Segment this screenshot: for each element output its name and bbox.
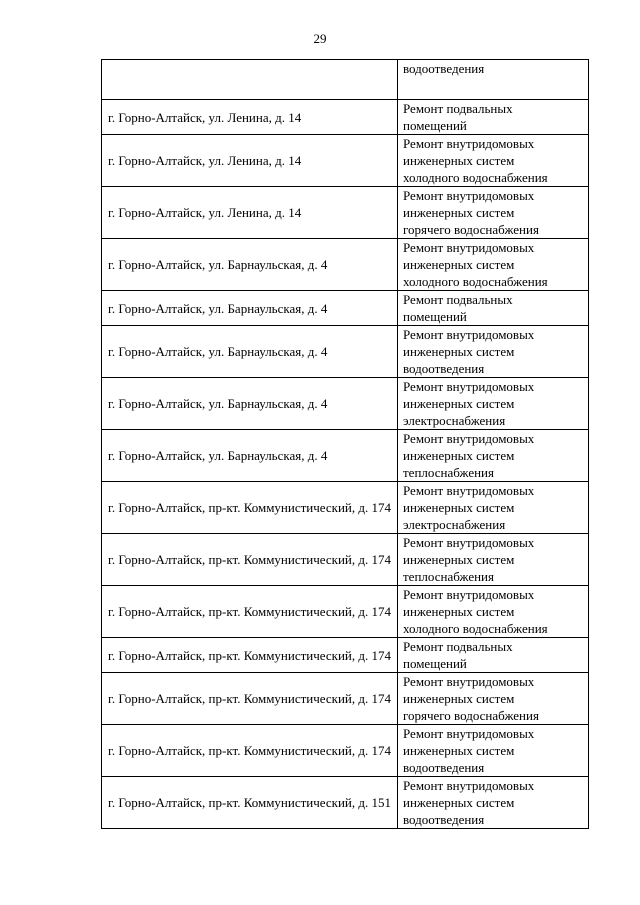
work-type-cell	[398, 378, 589, 430]
work-type-line: помещений	[403, 656, 467, 671]
work-type-line: Ремонт внутридомовых	[403, 431, 535, 446]
work-type-line: инженерных систем	[403, 396, 515, 411]
work-type-line: Ремонт подвальных	[403, 639, 513, 654]
table-row	[102, 239, 589, 291]
work-type-line: холодного водоснабжения	[403, 170, 548, 185]
address-cell: г. Горно-Алтайск, пр-кт. Коммунистический, д. 174	[102, 725, 398, 777]
address-cell: г. Горно-Алтайск, ул. Барнаульская, д. 4	[102, 239, 398, 291]
table-row	[102, 187, 589, 239]
work-type-cell	[398, 291, 589, 326]
work-type-line: Ремонт внутридомовых	[403, 136, 535, 151]
address-cell: г. Горно-Алтайск, пр-кт. Коммунистический, д. 174	[102, 482, 398, 534]
work-type-line: Ремонт внутридомовых	[403, 379, 535, 394]
work-type-line: инженерных систем	[403, 344, 515, 359]
work-type-line: инженерных систем	[403, 153, 515, 168]
work-type-cell	[398, 482, 589, 534]
works-table	[101, 59, 589, 829]
work-type-line: горячего водоснабжения	[403, 222, 539, 237]
work-type-line: холодного водоснабжения	[403, 621, 548, 636]
address-cell: г. Горно-Алтайск, ул. Барнаульская, д. 4	[102, 326, 398, 378]
work-type-cell	[398, 638, 589, 673]
work-type-line: помещений	[403, 309, 467, 324]
work-type-line: инженерных систем	[403, 743, 515, 758]
work-type-line: водоотведения	[403, 812, 485, 827]
work-type-cell	[398, 777, 589, 829]
work-type-cell	[398, 725, 589, 777]
address-cell: г. Горно-Алтайск, пр-кт. Коммунистический, д. 174	[102, 534, 398, 586]
work-type-cell	[398, 187, 589, 239]
address-cell: г. Горно-Алтайск, ул. Барнаульская, д. 4	[102, 430, 398, 482]
address-cell: г. Горно-Алтайск, пр-кт. Коммунистический, д. 151	[102, 777, 398, 829]
address-cell: г. Горно-Алтайск, ул. Ленина, д. 14	[102, 187, 398, 239]
work-type-cell	[398, 430, 589, 482]
table-row	[102, 135, 589, 187]
work-type-line: горячего водоснабжения	[403, 708, 539, 723]
table-row	[102, 673, 589, 725]
work-type-line: теплоснабжения	[403, 569, 494, 584]
table-row	[102, 326, 589, 378]
page-number: 29	[313, 31, 327, 46]
work-type-line: Ремонт внутридомовых	[403, 535, 535, 550]
work-type-line: Ремонт внутридомовых	[403, 778, 535, 793]
work-type-cell	[398, 534, 589, 586]
work-type-line: электроснабжения	[403, 413, 506, 428]
address-cell: г. Горно-Алтайск, ул. Ленина, д. 14	[102, 135, 398, 187]
address-cell: г. Горно-Алтайск, ул. Барнаульская, д. 4	[102, 378, 398, 430]
work-type-cell	[398, 239, 589, 291]
table-row	[102, 725, 589, 777]
work-type-cell	[398, 326, 589, 378]
table-row	[102, 430, 589, 482]
table-row	[102, 638, 589, 673]
address-cell: г. Горно-Алтайск, ул. Ленина, д. 14	[102, 100, 398, 135]
work-type-line: Ремонт внутридомовых	[403, 327, 535, 342]
work-type-line: помещений	[403, 118, 467, 133]
work-type-line: Ремонт внутридомовых	[403, 674, 535, 689]
table-row	[102, 586, 589, 638]
work-type-cell	[398, 60, 589, 100]
work-type-line: водоотведения	[403, 61, 485, 76]
work-type-cell	[398, 100, 589, 135]
work-type-line: Ремонт подвальных	[403, 101, 513, 116]
work-type-line: Ремонт внутридомовых	[403, 240, 535, 255]
work-type-line: инженерных систем	[403, 691, 515, 706]
table-row	[102, 60, 589, 100]
work-type-line: Ремонт внутридомовых	[403, 483, 535, 498]
table-row	[102, 777, 589, 829]
table-row	[102, 291, 589, 326]
work-type-line: инженерных систем	[403, 448, 515, 463]
work-type-line: Ремонт подвальных	[403, 292, 513, 307]
address-cell: г. Горно-Алтайск, пр-кт. Коммунистический, д. 174	[102, 673, 398, 725]
work-type-line: Ремонт внутридомовых	[403, 587, 535, 602]
address-cell: г. Горно-Алтайск, пр-кт. Коммунистический, д. 174	[102, 638, 398, 673]
address-cell: г. Горно-Алтайск, пр-кт. Коммунистический, д. 174	[102, 586, 398, 638]
work-type-line: теплоснабжения	[403, 465, 494, 480]
work-type-cell	[398, 673, 589, 725]
work-type-line: холодного водоснабжения	[403, 274, 548, 289]
work-type-line: инженерных систем	[403, 500, 515, 515]
work-type-line: электроснабжения	[403, 517, 506, 532]
work-type-line: инженерных систем	[403, 205, 515, 220]
table-row	[102, 100, 589, 135]
address-cell: г. Горно-Алтайск, ул. Барнаульская, д. 4	[102, 291, 398, 326]
work-type-cell	[398, 135, 589, 187]
work-type-line: инженерных систем	[403, 795, 515, 810]
address-cell	[102, 60, 398, 100]
works-table-body	[102, 60, 589, 829]
work-type-line: Ремонт внутридомовых	[403, 188, 535, 203]
work-type-line: водоотведения	[403, 361, 485, 376]
table-row	[102, 482, 589, 534]
work-type-line: инженерных систем	[403, 257, 515, 272]
table-row	[102, 534, 589, 586]
work-type-line: инженерных систем	[403, 552, 515, 567]
work-type-line: водоотведения	[403, 760, 485, 775]
work-type-line: Ремонт внутридомовых	[403, 726, 535, 741]
work-type-cell	[398, 586, 589, 638]
table-row	[102, 378, 589, 430]
work-type-line: инженерных систем	[403, 604, 515, 619]
